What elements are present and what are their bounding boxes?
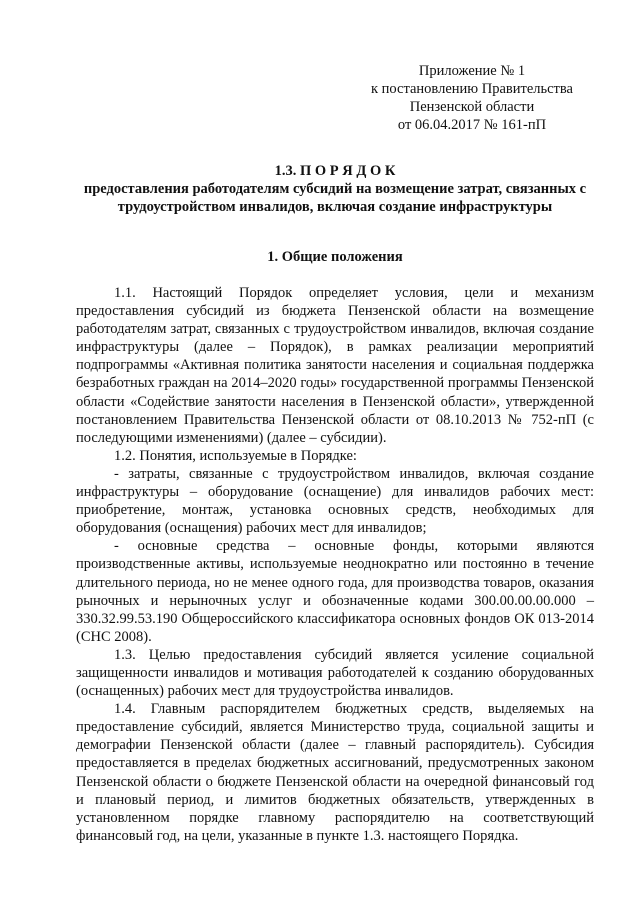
section-heading: 1. Общие положения: [267, 249, 403, 265]
title-subtitle: предоставления работодателям субсидий на возмещение затрат, связанных с трудоустройством инвалидов, включая создание инфраструктуры: [83, 181, 587, 215]
appendix-resolution: к постановлению Правительства: [371, 81, 573, 97]
appendix-header: [352, 62, 592, 134]
paragraph-1-3: 1.3. Целью предоставления субсидий является усиление социальной защищенности инвалидов и мотивация работодателей к созданию оборудованных (оснащенных) рабочих мест для трудоустройства инвалидов.: [76, 646, 594, 700]
title-heading: 1.3. П О Р Я Д О К: [274, 163, 396, 179]
paragraph-1-4: 1.4. Главным распорядителем бюджетных средств, выделяемых на предоставление субсидий, является Министерство труда, социальной защиты и демографии Пензенской области (далее – главный распорядитель). Субсидия предоставляется в пределах бюджетных ассигнований, предусмотренных законом Пензенской области о бюджете Пензенской области на очередной финансовый год и плановый период, и лимитов бюджетных обязательств, утвержденных в установленном порядке главному распорядителю на соответствующий финансовый год, на цели, указанные в пункте 1.3. настоящего Порядка.: [76, 701, 594, 844]
definition-fixed-assets: - основные средства – основные фонды, которыми являются производственные активы, используемые неоднократно или постоянно в течение длительного периода, но не менее одного года, для производства товаров, оказания рыночных и нерыночных услуг и обозначенные кодами 300.00.00.00.000 – 330.32.99.53.190 Общероссийского классификатора основных фондов ОК 013-2014 (СНС 2008).: [76, 538, 594, 645]
appendix-number: Приложение № 1: [418, 63, 526, 79]
paragraph-1-2: 1.2. Понятия, используемые в Порядке:: [114, 447, 357, 464]
appendix-date-number: от 06.04.2017 № 161-пП: [397, 117, 547, 133]
definition-costs: - затраты, связанные с трудоустройством инвалидов, включая создание инфраструктуры – оборудование (оснащение) для инвалидов рабочих мест: приобретение, монтаж, установка основных средств, необходимых для оборудования (оснащения) рабочих мест для инвалидов;: [76, 465, 594, 537]
appendix-region: Пензенской области: [409, 99, 535, 115]
document-body: [76, 284, 594, 845]
document-title: [70, 162, 600, 216]
paragraph-1-1: 1.1. Настоящий Порядок определяет условия, цели и механизм предоставления субсидий из бюджета Пензенской области на возмещение работодателям затрат, связанных с трудоустройством инвалидов, включая создание инфраструктуры (далее – Порядок), в рамках реализации мероприятий подпрограммы «Активная политика занятости населения и социальная поддержка безработных граждан на 2014–2020 годы» государственной программы Пензенской области «Содействие занятости населения в Пензенской области», утвержденной постановлением Правительства Пензенской области от 08.10.2013 № 752-пП (с последующими изменениями) (далее – субсидии).: [76, 285, 594, 446]
